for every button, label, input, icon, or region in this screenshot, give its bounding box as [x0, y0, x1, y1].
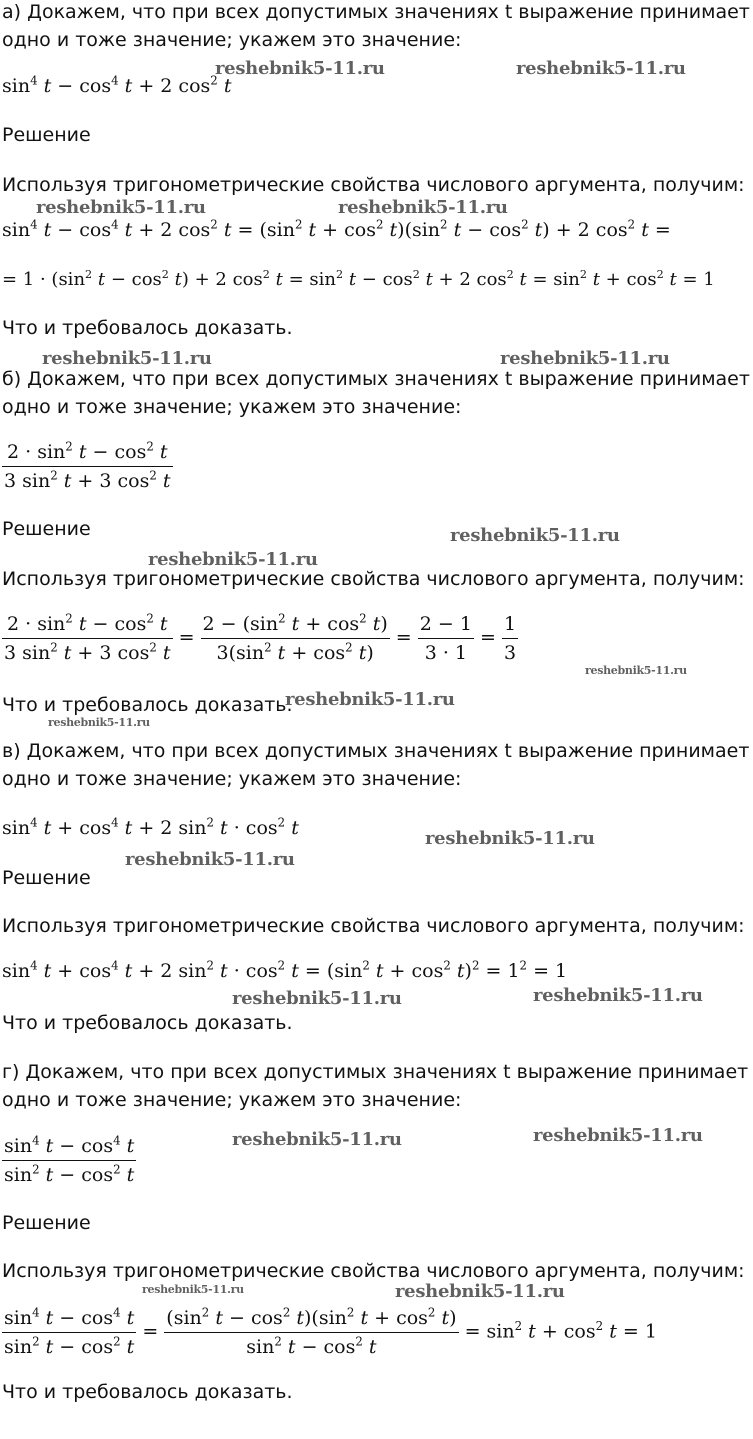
watermark: reshebnik5-11.ru [338, 197, 508, 218]
part-a-intro-line1: а) Докажем, что при всех допустимых значениях t выражение принимает [2, 1, 750, 23]
part-d-using-text: Используя тригонометрические свойства числового аргумента, получим: [2, 1260, 745, 1282]
watermark: reshebnik5-11.ru [232, 1129, 402, 1150]
part-b-using-text: Используя тригонометрические свойства числового аргумента, получим: [2, 568, 745, 590]
part-c-intro-line2: одно и тоже значение; укажем это значение: [2, 768, 462, 790]
watermark: reshebnik5-11.ru [285, 689, 455, 710]
part-a-equation-line1: $\sin^4 t - \cos^4 t + 2$ $\cos^2 t = (\sin^2$ $t + \cos^2 t)(\sin^2$ $t - \cos^2 t) + 2$ $\cos^2 t$ = [2, 217, 671, 241]
part-a-solution-label: Решение [2, 124, 91, 146]
watermark: reshebnik5-11.ru [585, 664, 687, 677]
part-d-intro-line1: г) Докажем, что при всех допустимых значениях t выражение принимает [2, 1061, 749, 1083]
part-b-solution-label: Решение [2, 518, 91, 540]
watermark: reshebnik5-11.ru [533, 1125, 703, 1146]
watermark: reshebnik5-11.ru [425, 828, 595, 849]
watermark: reshebnik5-11.ru [232, 988, 402, 1009]
part-c-intro-line1: в) Докажем, что при всех допустимых значениях t выражение принимает [2, 740, 750, 762]
part-b-proved-text: Что и требовалось доказать. [2, 694, 293, 716]
part-a-expression: $\sin^4 t - \cos^4 t + 2$ $\cos^2 t$ [2, 73, 232, 97]
part-d-equation: $\frac{\sin^4 t - \cos^4 t}{\sin^2 t - \cos^2 t}$ = $\frac{(\sin^2 t - \cos^2 t)(\sin^2 t + \cos^2 t)}{\sin^2 t - \cos^2 t}$ = $\sin^2 t + \cos^2 t = 1$ [4, 1305, 657, 1358]
part-c-solution-label: Решение [2, 867, 91, 889]
part-d-proved-text: Что и требовалось доказать. [2, 1381, 293, 1403]
part-a-intro-line2: одно и тоже значение; укажем это значение: [2, 29, 462, 51]
watermark: reshebnik5-11.ru [36, 197, 206, 218]
watermark: reshebnik5-11.ru [533, 985, 703, 1006]
part-b-intro-line1: б) Докажем, что при всех допустимых значениях t выражение принимает [2, 368, 750, 390]
watermark: reshebnik5-11.ru [148, 549, 318, 570]
watermark: reshebnik5-11.ru [125, 849, 295, 870]
watermark: reshebnik5-11.ru [42, 348, 212, 369]
part-a-proved-text: Что и требовалось доказать. [2, 317, 293, 339]
part-c-proved-text: Что и требовалось доказать. [2, 1012, 293, 1034]
part-b-intro-line2: одно и тоже значение; укажем это значение: [2, 396, 462, 418]
watermark: reshebnik5-11.ru [48, 716, 150, 729]
watermark: reshebnik5-11.ru [516, 58, 686, 79]
part-d-expression: $\frac{\sin^4 t - \cos^4 t}{\sin^2 t - \cos^2 t}$ [4, 1133, 135, 1186]
watermark: reshebnik5-11.ru [142, 1283, 244, 1296]
part-d-intro-line2: одно и тоже значение; укажем это значение: [2, 1089, 462, 1111]
part-a-using-text: Используя тригонометрические свойства числового аргумента, получим: [2, 174, 745, 196]
watermark: reshebnik5-11.ru [450, 525, 620, 546]
part-a-equation-line2: = $1 \cdot (\sin^2$ $t - \cos^2 t) + 2$ $\cos^2 t = \sin^2 t - \cos^2 t + 2$ $\cos^2 t = \sin^2 t + \cos^2 t = 1$ [2, 268, 715, 290]
part-d-solution-label: Решение [2, 1212, 91, 1234]
watermark: reshebnik5-11.ru [500, 348, 670, 369]
part-b-expression: $\frac{2 \cdot \sin^2 t - \cos^2 t}{3 \sin^2 t + 3 \cos^2 t}$ [4, 439, 171, 492]
watermark: reshebnik5-11.ru [215, 58, 385, 79]
part-c-equation: $\sin^4 t + \cos^4 t + 2$ $\sin^2 t \cdot \cos^2 t = (\sin^2$ $t + \cos^2 t)^2 = 1^2 = 1$ [2, 958, 568, 982]
part-c-expression: $\sin^4 t + \cos^4 t + 2$ $\sin^2 t \cdot \cos^2 t$ [2, 815, 299, 839]
watermark: reshebnik5-11.ru [395, 1281, 565, 1302]
part-b-equation: $\frac{2 \cdot \sin^2 t - \cos^2 t}{3 \sin^2 t + 3 \cos^2 t}$ = $\frac{2 - (\sin^2 t + \cos^2 t)}{3(\sin^2 t + \cos^2 t)}$ = $\frac{2 - 1}{3 \cdot 1}$ = $\frac{1}{3}$ [4, 611, 517, 664]
part-c-using-text: Используя тригонометрические свойства числового аргумента, получим: [2, 915, 745, 937]
